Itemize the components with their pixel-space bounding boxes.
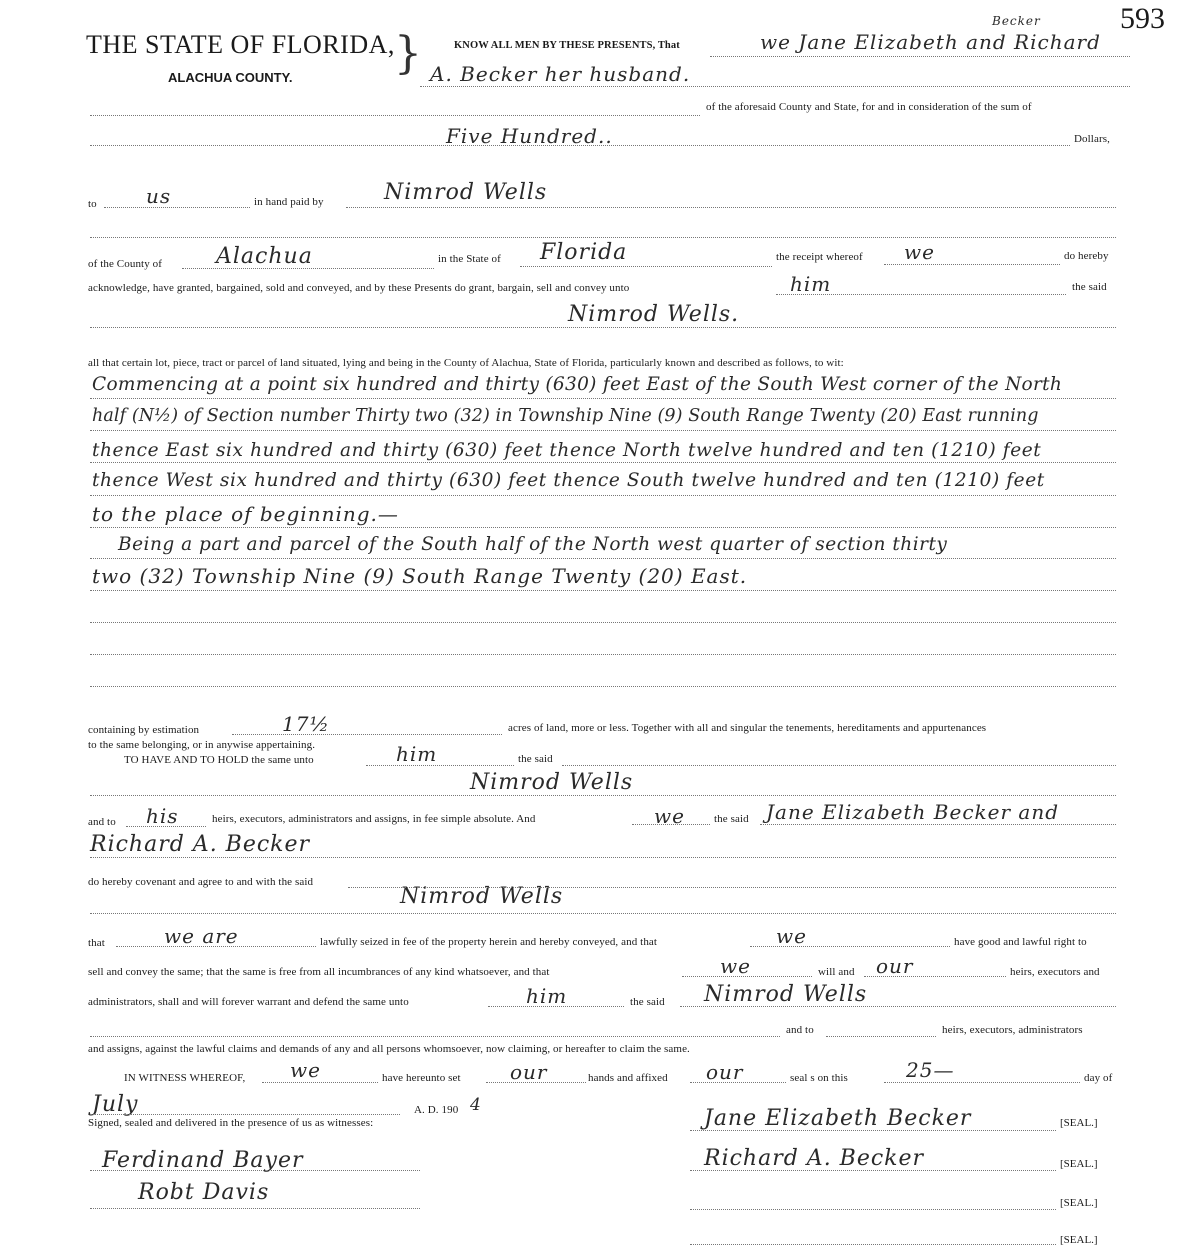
- that-label: that: [88, 937, 105, 949]
- grantors-inserted: Becker: [992, 14, 1041, 28]
- seized-text: lawfully seized in fee of the property herein and hereby conveyed, and that: [320, 936, 658, 948]
- conveyance-unto: him: [790, 272, 832, 296]
- signed-text: Signed, sealed and delivered in the presence of us as witnesses:: [88, 1117, 374, 1129]
- signer-1: Jane Elizabeth Becker: [704, 1106, 972, 1131]
- grantors-line2: A. Becker her husband.: [430, 62, 691, 86]
- witness-label: IN WITNESS WHEREOF,: [124, 1072, 246, 1084]
- seal-label-2: [SEAL.]: [1060, 1158, 1098, 1170]
- his-value: his: [146, 804, 179, 828]
- right-text: have good and lawful right to: [954, 936, 1087, 948]
- seal-label-4: [SEAL.]: [1060, 1234, 1098, 1246]
- witness-value: we: [290, 1058, 321, 1082]
- conveyance-the-said: the said: [1072, 281, 1107, 293]
- that-value: we are: [164, 924, 239, 948]
- grantors-line1: we Jane Elizabeth and Richard: [760, 30, 1101, 54]
- witness-1: Ferdinand Bayer: [102, 1148, 304, 1173]
- heirs-exec: heirs, executors and: [1010, 966, 1100, 978]
- admins-text: administrators, shall and will forever warrant and defend the same unto: [88, 996, 409, 1008]
- grantors-a: Jane Elizabeth Becker and: [766, 800, 1059, 824]
- habendum-unto: him: [396, 742, 438, 766]
- state-title: THE STATE OF FLORIDA,: [86, 30, 395, 59]
- header-brace: }: [394, 28, 422, 79]
- covenant-grantee: Nimrod Wells: [400, 884, 564, 909]
- assigns-text: and assigns, against the lawful claims and demands of any and all persons whomsoever, now claiming, or hereafter to claim the same.: [88, 1043, 690, 1055]
- hands-affixed: hands and affixed: [588, 1072, 668, 1084]
- description-line-2: half (N½) of Section number Thirty two (32) in Township Nine (9) South Range Twenty (20) East running: [92, 406, 1039, 426]
- covenant-label: do hereby covenant and agree to and with the said: [88, 876, 314, 888]
- conveyance-text: acknowledge, have granted, bargained, sold and conveyed, and by these Presents do grant, bargain, sell and convey unto: [88, 282, 630, 294]
- description-line-1: Commencing at a point six hundred and thirty (630) feet East of the South West corner of the North: [92, 374, 1063, 395]
- habendum-the-said2: the said: [714, 813, 749, 825]
- habendum-label: TO HAVE AND TO HOLD the same unto: [124, 754, 314, 766]
- description-line-3: thence East six hundred and thirty (630) feet thence North twelve hundred and ten (1210) feet: [92, 440, 1042, 461]
- month-value: July: [92, 1092, 139, 1117]
- description-line-7: two (32) Township Nine (9) South Range Twenty (20) East.: [92, 564, 748, 588]
- sell-text: sell and convey the same; that the same is free from all incumbrances of any kind whatsoever, and that: [88, 966, 550, 978]
- will-value: our: [876, 954, 914, 978]
- to-label: to: [88, 198, 97, 210]
- acreage-rest: acres of land, more or less. Together with all and singular the tenements, hereditaments and appurtenances: [508, 722, 987, 734]
- habendum-the-said: the said: [518, 753, 553, 765]
- paid-by-value: Nimrod Wells: [384, 180, 548, 205]
- acreage-label: containing by estimation: [88, 724, 200, 736]
- county-value: Alachua: [216, 244, 313, 269]
- seal-value: our: [706, 1060, 744, 1084]
- consideration-text: of the aforesaid County and State, for and in consideration of the sum of: [706, 101, 1032, 113]
- admins-grantee: Nimrod Wells: [704, 982, 868, 1007]
- and-to-2: and to: [786, 1024, 814, 1036]
- seal-on: seal s on this: [790, 1072, 848, 1084]
- state-value: Florida: [540, 240, 628, 265]
- admins-the-said: the said: [630, 996, 665, 1008]
- seal-label-1: [SEAL.]: [1060, 1117, 1098, 1129]
- admins-value: him: [526, 984, 568, 1008]
- conveyance-grantee: Nimrod Wells.: [568, 302, 740, 327]
- description-line-4: thence West six hundred and thirty (630) feet thence South twelve hundred and ten (1210) feet: [92, 470, 1045, 491]
- consideration-amount: Five Hundred..: [446, 124, 613, 148]
- receipt-value: we: [904, 240, 935, 264]
- ad-label: A. D. 190: [414, 1104, 459, 1116]
- intro-text: KNOW ALL MEN BY THESE PRESENTS, That: [454, 40, 680, 51]
- hand-value: our: [510, 1060, 548, 1084]
- to-value: us: [146, 184, 172, 208]
- acreage-value: 17½: [282, 712, 330, 736]
- state-label: in the State of: [438, 253, 501, 265]
- hereunto-text: have hereunto set: [382, 1072, 461, 1084]
- sell-value: we: [720, 954, 751, 978]
- heirs-2: heirs, executors, administrators: [942, 1024, 1083, 1036]
- description-intro: all that certain lot, piece, tract or parcel of land situated, lying and being in the County of Alachua, State of Florida, particularly known and described as follows, to wit:: [88, 357, 844, 369]
- description-line-6: Being a part and parcel of the South half of the North west quarter of section thirty: [118, 534, 948, 555]
- day-value: 25—: [906, 1058, 955, 1082]
- grantors-b: Richard A. Becker: [90, 832, 311, 857]
- and-to-label: and to: [88, 816, 116, 828]
- county-label: of the County of: [88, 258, 163, 270]
- year-value: 4: [470, 1095, 482, 1115]
- seal-label-3: [SEAL.]: [1060, 1197, 1098, 1209]
- dollars-label: Dollars,: [1074, 133, 1110, 145]
- acreage-line2: to the same belonging, or in anywise appertaining.: [88, 739, 316, 751]
- signer-2: Richard A. Becker: [704, 1146, 925, 1171]
- seized-value: we: [776, 924, 807, 948]
- page-number: 593: [1120, 2, 1165, 35]
- county-title: ALACHUA COUNTY.: [168, 70, 293, 85]
- do-hereby: do hereby: [1064, 250, 1109, 262]
- will-and: will and: [818, 966, 855, 978]
- witness-2: Robt Davis: [138, 1180, 270, 1205]
- receipt-label: the receipt whereof: [776, 251, 863, 263]
- paid-by-label: in hand paid by: [254, 196, 324, 208]
- habendum-grantee: Nimrod Wells: [470, 770, 634, 795]
- and-value: we: [654, 804, 685, 828]
- day-of: day of: [1084, 1072, 1113, 1084]
- description-line-5: to the place of beginning.—: [92, 502, 399, 526]
- heirs-text: heirs, executors, administrators and assigns, in fee simple absolute. And: [212, 813, 536, 825]
